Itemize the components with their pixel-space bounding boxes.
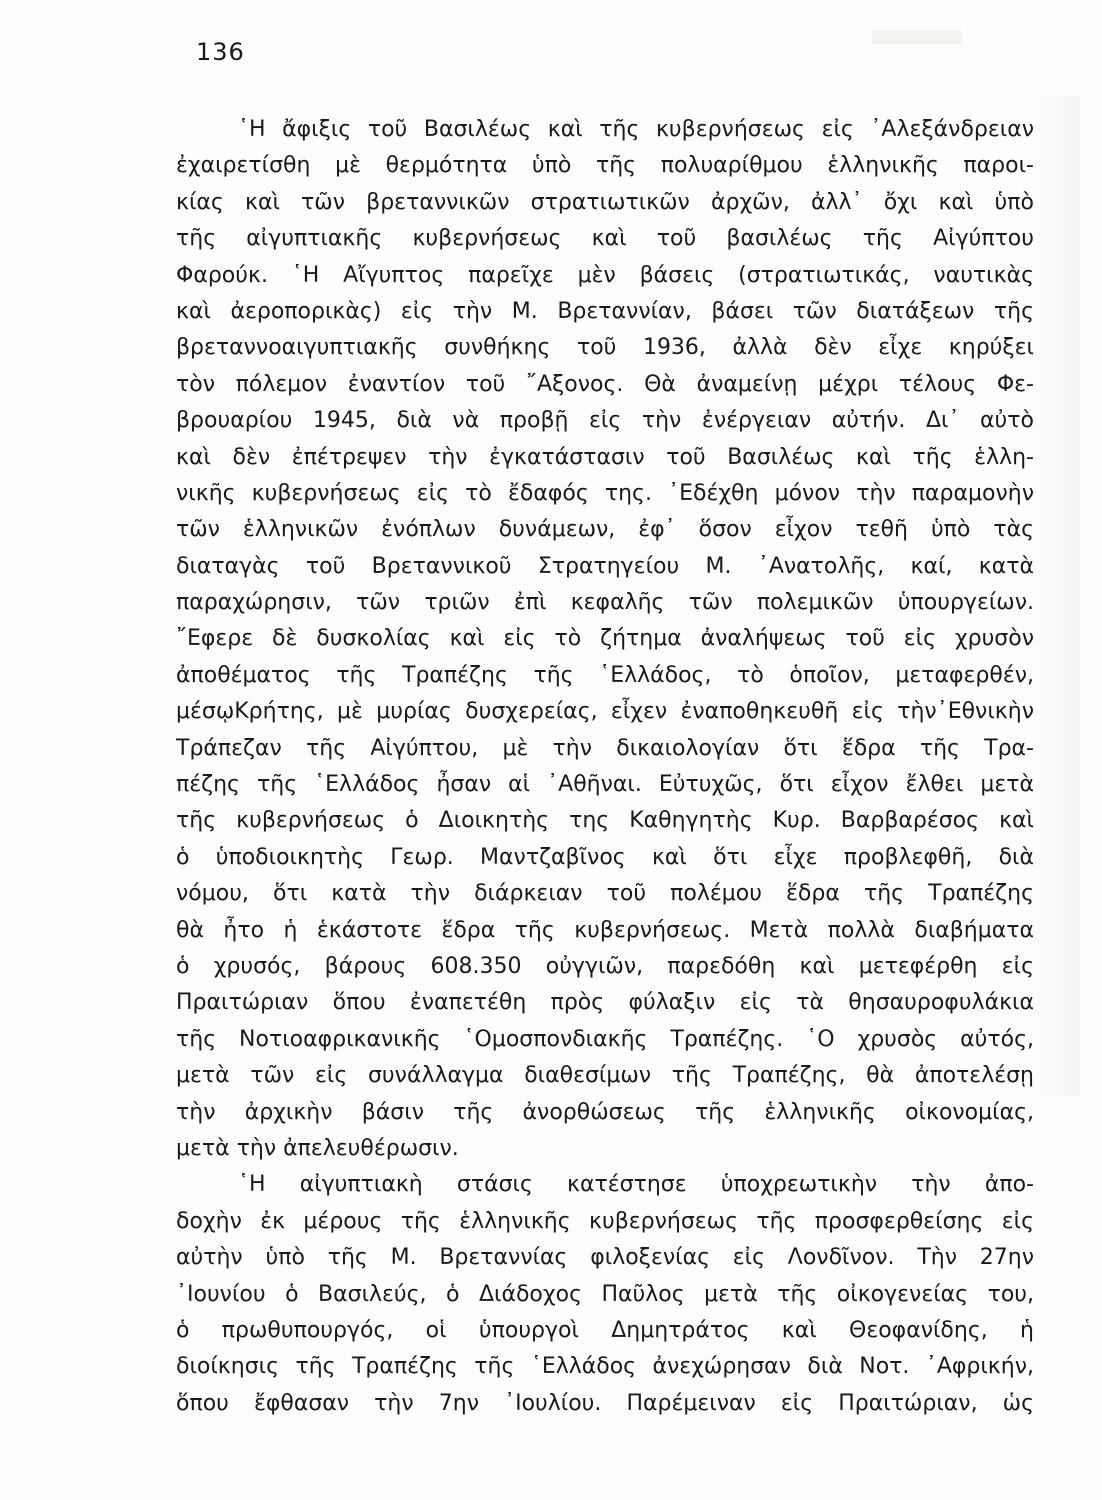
- text-line: δοχὴν ἐκ μέρους τῆς ἑλληνικῆς κυβερνήσεως τῆς προσφερθείσης εἰς: [176, 1208, 1034, 1234]
- text-line: νόμου, ὅτι κατὰ τὴν διάρκειαν τοῦ πολέμου ἕδρα τῆς Τραπέζης: [176, 881, 1034, 907]
- text-line: ῎Εφερε δὲ δυσκολίας καὶ εἰς τὸ ζήτημα ἀναλήψεως τοῦ εἰς χρυσὸν: [176, 626, 1034, 652]
- text-line: ῾Η αἰγυπτιακὴ στάσις κατέστησε ὑποχρεωτικὴν τὴν ἀπο-: [238, 1172, 1034, 1198]
- text-line: ὁ χρυσός, βάρους 608.350 οὐγγιῶν, παρεδόθη καὶ μετεφέρθη εἰς: [176, 953, 1034, 979]
- text-line: ὁ πρωθυπουργός, οἱ ὑπουργοὶ Δημητράτος καὶ Θεοφανίδης, ἡ: [176, 1317, 1034, 1343]
- text-line: νικῆς κυβερνήσεως εἰς τὸ ἔδαφός της. ᾿Εδέχθη μόνον τὴν παραμονὴν: [176, 480, 1034, 506]
- text-line: ὁ ὑποδιοικητὴς Γεωρ. Μαντζαβῖνος καὶ ὅτι εἶχε προβλεφθῆ, διὰ: [176, 844, 1034, 870]
- page-number: 136: [196, 38, 245, 66]
- text-line: τῆς κυβερνήσεως ὁ Διοικητὴς της Καθηγητὴς Κυρ. Βαρβαρέσος καὶ: [176, 808, 1034, 834]
- text-line: πέζης τῆς ῾Ελλάδος ἦσαν αἱ ᾿Αθῆναι. Εὐτυχῶς, ὅτι εἶχον ἔλθει μετὰ: [176, 772, 1034, 798]
- text-line: διοίκησις τῆς Τραπέζης τῆς ῾Ελλάδος ἀνεχώρησαν διὰ Νοτ. ᾿Αφρικήν,: [176, 1354, 1034, 1380]
- text-line: θὰ ἦτο ἡ ἑκάστοτε ἕδρα τῆς κυβερνήσεως. Μετὰ πολλὰ διαβήματα: [176, 917, 1034, 943]
- text-line: ὅπου ἔφθασαν τὴν 7ην ᾿Ιουλίου. Παρέμειναν εἰς Πραιτώριαν, ὡς: [176, 1390, 1034, 1416]
- bleed-through-mark: [1040, 96, 1080, 1096]
- text-line: ἀποθέματος τῆς Τραπέζης τῆς ῾Ελλάδος, τὸ ὁποῖον, μεταφερθέν,: [176, 662, 1034, 688]
- text-line: Τράπεζαν τῆς Αἰγύπτου, μὲ τὴν δικαιολογίαν ὅτι ἕδρα τῆς Τρα-: [176, 735, 1034, 761]
- text-line: Πραιτώριαν ὅπου ἐναπετέθη πρὸς φύλαξιν εἰς τὰ θησαυροφυλάκια: [176, 990, 1034, 1016]
- paragraph: [176, 1167, 1034, 1422]
- text-line: βρεταννοαιγυπτιακῆς συνθήκης τοῦ 1936, ἀλλὰ δὲν εἶχε κηρύξει: [176, 335, 1034, 361]
- text-line: καὶ δὲν ἐπέτρεψεν τὴν ἐγκατάστασιν τοῦ Βασιλέως καὶ τῆς ἑλλη-: [176, 444, 1034, 470]
- body-text: [176, 112, 1034, 1422]
- text-line: βρουαρίου 1945, διὰ νὰ προβῇ εἰς τὴν ἐνέργειαν αὐτήν. Δι᾿ αὐτὸ: [176, 408, 1034, 434]
- text-line: παραχώρησιν, τῶν τριῶν ἐπὶ κεφαλῆς τῶν πολεμικῶν ὑπουργείων.: [176, 590, 1034, 616]
- text-line: μέσῳΚρήτης, μὲ μυρίας δυσχερείας, εἶχεν ἐναποθηκευθῆ εἰς τὴν᾿Εθνικὴν: [176, 699, 1034, 725]
- text-line: μετὰ τῶν εἰς συνάλλαγμα διαθεσίμων τῆς Τραπέζης, θὰ ἀποτελέσῃ: [176, 1063, 1034, 1089]
- text-line: μετὰ τὴν ἀπελευθέρωσιν.: [176, 1135, 459, 1161]
- text-line: ᾿Ιουνίου ὁ Βασιλεύς, ὁ Διάδοχος Παῦλος μετὰ τῆς οἰκογενείας του,: [176, 1281, 1034, 1307]
- text-line: κίας καὶ τῶν βρεταννικῶν στρατιωτικῶν ἀρχῶν, ἀλλ᾿ ὄχι καὶ ὑπὸ: [176, 189, 1034, 215]
- text-line: τῆς αἰγυπτιακῆς κυβερνήσεως καὶ τοῦ βασιλέως τῆς Αἰγύπτου: [176, 226, 1034, 252]
- text-line: ῾Η ἄφιξις τοῦ Βασιλέως καὶ τῆς κυβερνήσεως εἰς ᾿Αλεξάνδρειαν: [238, 117, 1034, 142]
- text-line: ἐχαιρετίσθη μὲ θερμότητα ὑπὸ τῆς πολυαρίθμου ἑλληνικῆς παροι-: [176, 153, 1034, 179]
- text-line: Φαρούκ. ῾Η Αἴγυπτος παρεῖχε μὲν βάσεις (στρατιωτικάς, ναυτικὰς: [176, 262, 1034, 288]
- text-line: διαταγὰς τοῦ Βρεταννικοῦ Στρατηγείου Μ. ᾿Ανατολῆς, καί, κατὰ: [176, 553, 1034, 579]
- text-line: τὸν πόλεμον ἐναντίον τοῦ ῎Αξονος. Θὰ ἀναμείνῃ μέχρι τέλους Φε-: [176, 371, 1034, 397]
- bleed-through-mark: [872, 30, 962, 44]
- text-line: αὐτὴν ὑπὸ τῆς Μ. Βρεταννίας φιλοξενίας εἰς Λονδῖνον. Τὴν 27ην: [176, 1245, 1034, 1271]
- paragraph: [176, 112, 1034, 1167]
- text-line: τῆς Νοτιοαφρικανικῆς ῾Ομοσπονδιακῆς Τραπέζης. ῾Ο χρυσὸς αὐτός,: [176, 1026, 1034, 1052]
- text-line: τὴν ἀρχικὴν βάσιν τῆς ἀνορθώσεως τῆς ἑλληνικῆς οἰκονομίας,: [176, 1099, 1034, 1125]
- text-line: καὶ ἀεροπορικὰς) εἰς τὴν Μ. Βρεταννίαν, βάσει τῶν διατάξεων τῆς: [176, 298, 1034, 324]
- text-line: τῶν ἑλληνικῶν ἐνόπλων δυνάμεων, ἐφ᾿ ὅσον εἶχον τεθῆ ὑπὸ τὰς: [176, 517, 1034, 543]
